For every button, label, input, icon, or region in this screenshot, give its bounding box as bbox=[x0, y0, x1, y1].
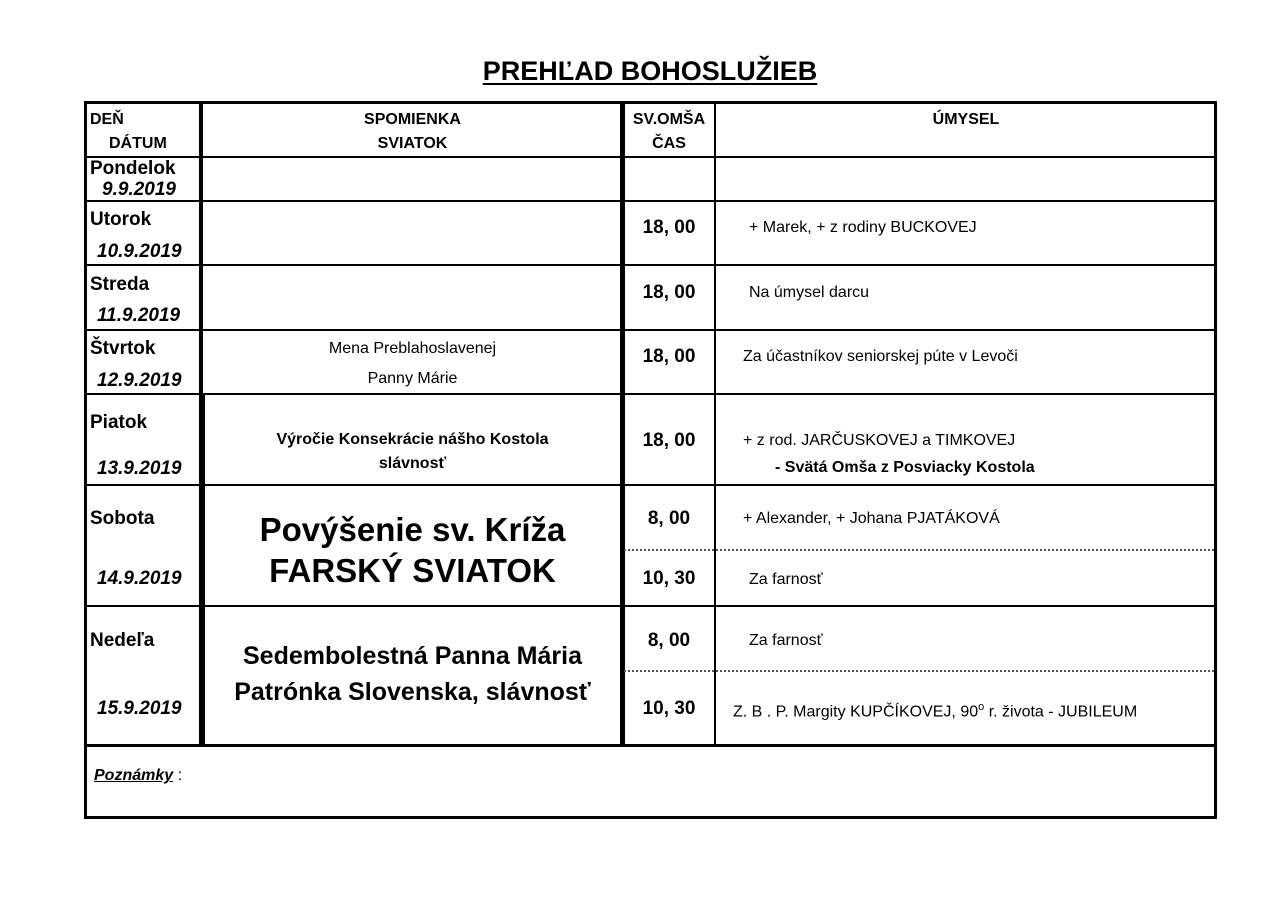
services-table bbox=[84, 101, 1217, 819]
feast-text: Mena Preblahoslavenej bbox=[328, 340, 497, 357]
date-label: 9.9.2019 bbox=[102, 179, 176, 200]
degree-mark: o bbox=[978, 701, 985, 713]
dotted-divider bbox=[624, 549, 1214, 551]
document-title: PREHĽAD BOHOSLUŽIEB bbox=[482, 56, 818, 86]
intention-text: + Marek, + z rodiny BUCKOVEJ bbox=[749, 219, 977, 236]
feast-text: Sedembolestná Panna Mária bbox=[242, 642, 582, 670]
intention-text: Za účastníkov seniorskej púte v Levoči bbox=[743, 348, 1018, 365]
dotted-divider bbox=[624, 670, 1214, 672]
intention-text: Na úmysel darcu bbox=[749, 284, 870, 301]
day-label: Štvrtok bbox=[90, 338, 156, 359]
feast-text: Výročie Konsekrácie nášho Kostola bbox=[276, 431, 549, 448]
header-day: DEŇ bbox=[90, 111, 124, 128]
intention-text: - Svätá Omša z Posviacky Kostola bbox=[775, 459, 1035, 476]
intention-text: Za farnosť bbox=[749, 571, 823, 588]
intention-text: Za farnosť bbox=[749, 632, 823, 649]
mass-time: 18, 00 bbox=[642, 282, 696, 303]
notes-row bbox=[94, 767, 182, 785]
date-label: 13.9.2019 bbox=[97, 458, 182, 479]
mass-time: 18, 00 bbox=[642, 430, 696, 451]
mass-time: 18, 00 bbox=[642, 217, 696, 238]
date-label: 12.9.2019 bbox=[97, 370, 182, 391]
notes-label: Poznámky bbox=[94, 767, 174, 784]
feast-text: Povýšenie sv. Kríža bbox=[259, 511, 566, 548]
header-memorial: SPOMIENKA bbox=[364, 111, 461, 128]
header-mass: SV.OMŠA bbox=[632, 111, 706, 128]
header-intention: ÚMYSEL bbox=[932, 111, 1000, 128]
date-label: 10.9.2019 bbox=[97, 241, 182, 262]
intention-part: r. života - JUBILEUM bbox=[984, 703, 1138, 721]
header-date: DÁTUM bbox=[109, 135, 167, 152]
day-label: Piatok bbox=[90, 412, 148, 433]
feast-text: FARSKÝ SVIATOK bbox=[269, 552, 556, 589]
day-label: Sobota bbox=[90, 508, 155, 529]
day-label: Streda bbox=[90, 274, 150, 295]
feast-text: Patrónka Slovenska, slávnosť bbox=[234, 678, 591, 706]
day-label: Pondelok bbox=[90, 158, 176, 179]
feast-text: Panny Márie bbox=[367, 370, 458, 387]
mass-time: 8, 00 bbox=[647, 508, 691, 529]
intention-text bbox=[733, 701, 1137, 721]
intention-text: + Alexander, + Johana PJATÁKOVÁ bbox=[743, 510, 1000, 527]
header-feast: SVIATOK bbox=[377, 135, 448, 152]
row-divider bbox=[87, 264, 1214, 266]
day-label: Utorok bbox=[90, 209, 152, 230]
intention-text: + z rod. JARČUSKOVEJ a TIMKOVEJ bbox=[743, 432, 1016, 449]
header-time: ČAS bbox=[652, 135, 686, 152]
intention-part: Z. B . P. Margity KUPČÍKOVEJ, 90 bbox=[733, 703, 979, 721]
mass-time: 8, 00 bbox=[647, 630, 691, 651]
feast-text: slávnosť bbox=[378, 455, 447, 472]
mass-time: 18, 00 bbox=[642, 346, 696, 367]
notes-suffix: : bbox=[173, 767, 183, 784]
row-divider bbox=[87, 200, 1214, 202]
mass-time: 10, 30 bbox=[642, 698, 696, 719]
date-label: 11.9.2019 bbox=[97, 305, 181, 326]
mass-time: 10, 30 bbox=[642, 568, 696, 589]
day-label: Nedeľa bbox=[90, 630, 155, 651]
date-label: 15.9.2019 bbox=[97, 698, 182, 719]
row-divider bbox=[87, 156, 1214, 158]
date-label: 14.9.2019 bbox=[97, 568, 182, 589]
row-divider bbox=[87, 329, 1214, 331]
